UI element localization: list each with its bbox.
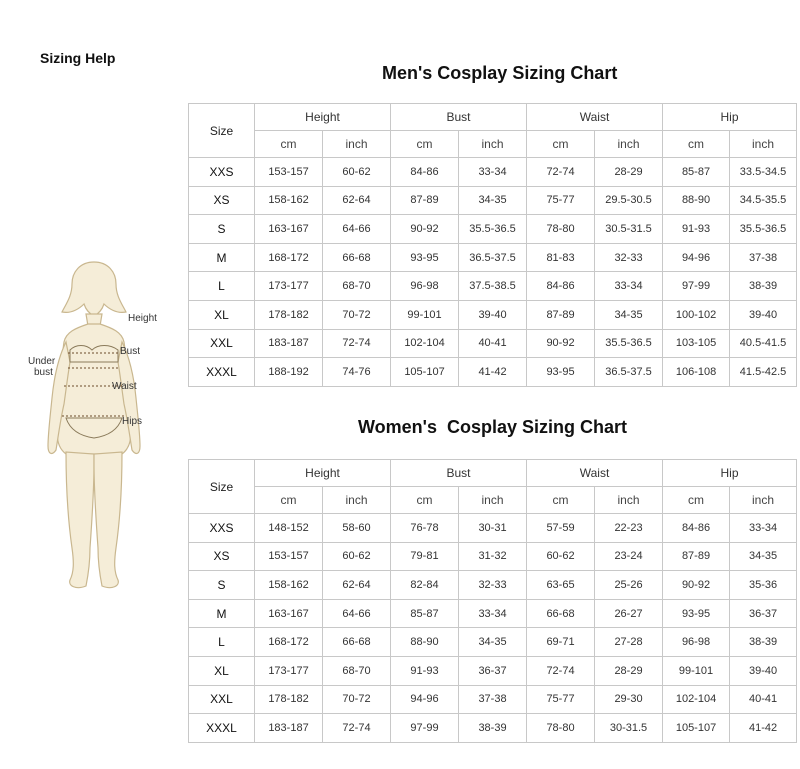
value-cell: 38-39 (730, 628, 797, 657)
value-cell: 37-38 (459, 685, 527, 714)
value-cell: 94-96 (663, 243, 730, 272)
table-row (189, 542, 797, 571)
value-cell: 85-87 (391, 599, 459, 628)
size-cell: M (189, 599, 255, 628)
unit-header-cell: cm (527, 487, 595, 514)
value-cell: 36.5-37.5 (595, 358, 663, 387)
value-cell: 100-102 (663, 300, 730, 329)
header-row (189, 104, 797, 131)
underbust-label-line2: bust (34, 367, 53, 378)
value-cell: 34-35 (730, 542, 797, 571)
size-cell: M (189, 243, 255, 272)
size-cell: XXL (189, 685, 255, 714)
value-cell: 88-90 (663, 186, 730, 215)
value-cell: 36.5-37.5 (459, 243, 527, 272)
unit-header-cell: cm (391, 487, 459, 514)
value-cell: 90-92 (527, 329, 595, 358)
value-cell: 41-42 (459, 358, 527, 387)
unit-row (189, 487, 797, 514)
value-cell: 29-30 (595, 685, 663, 714)
value-cell: 33.5-34.5 (730, 158, 797, 187)
value-cell: 81-83 (527, 243, 595, 272)
group-header-cell: Waist (527, 104, 663, 131)
value-cell: 158-162 (255, 186, 323, 215)
value-cell: 58-60 (323, 514, 391, 543)
value-cell: 27-28 (595, 628, 663, 657)
size-header-cell: Size (189, 460, 255, 514)
value-cell: 62-64 (323, 571, 391, 600)
value-cell: 70-72 (323, 685, 391, 714)
value-cell: 94-96 (391, 685, 459, 714)
sizing-help-title: Sizing Help (40, 50, 116, 66)
table-row (189, 272, 797, 301)
value-cell: 62-64 (323, 186, 391, 215)
value-cell: 87-89 (663, 542, 730, 571)
value-cell: 163-167 (255, 599, 323, 628)
value-cell: 26-27 (595, 599, 663, 628)
table-row (189, 329, 797, 358)
value-cell: 31-32 (459, 542, 527, 571)
underbust-label-line1: Under (28, 356, 56, 367)
value-cell: 173-177 (255, 656, 323, 685)
value-cell: 168-172 (255, 243, 323, 272)
table-row (189, 186, 797, 215)
value-cell: 82-84 (391, 571, 459, 600)
value-cell: 66-68 (527, 599, 595, 628)
body-measurement-figure (22, 258, 182, 598)
table-row (189, 571, 797, 600)
value-cell: 64-66 (323, 599, 391, 628)
value-cell: 22-23 (595, 514, 663, 543)
value-cell: 38-39 (730, 272, 797, 301)
value-cell: 87-89 (391, 186, 459, 215)
value-cell: 23-24 (595, 542, 663, 571)
value-cell: 178-182 (255, 300, 323, 329)
value-cell: 35-36 (730, 571, 797, 600)
unit-header-cell: cm (391, 131, 459, 158)
value-cell: 188-192 (255, 358, 323, 387)
size-cell: XXL (189, 329, 255, 358)
unit-header-cell: inch (730, 487, 797, 514)
value-cell: 88-90 (391, 628, 459, 657)
value-cell: 40-41 (730, 685, 797, 714)
unit-header-cell: inch (595, 131, 663, 158)
size-cell: XL (189, 656, 255, 685)
value-cell: 32-33 (459, 571, 527, 600)
value-cell: 30-31 (459, 514, 527, 543)
size-cell: L (189, 272, 255, 301)
value-cell: 105-107 (391, 358, 459, 387)
men-sizing-table (188, 103, 797, 387)
value-cell: 39-40 (459, 300, 527, 329)
value-cell: 29.5-30.5 (595, 186, 663, 215)
unit-header-cell: inch (595, 487, 663, 514)
value-cell: 30-31.5 (595, 714, 663, 743)
value-cell: 72-74 (323, 714, 391, 743)
value-cell: 30.5-31.5 (595, 215, 663, 244)
value-cell: 87-89 (527, 300, 595, 329)
value-cell: 35.5-36.5 (595, 329, 663, 358)
size-cell: XXS (189, 514, 255, 543)
group-header-cell: Bust (391, 460, 527, 487)
unit-header-cell: inch (730, 131, 797, 158)
unit-header-cell: cm (663, 487, 730, 514)
table-row (189, 514, 797, 543)
value-cell: 74-76 (323, 358, 391, 387)
size-cell: S (189, 215, 255, 244)
value-cell: 57-59 (527, 514, 595, 543)
value-cell: 84-86 (527, 272, 595, 301)
value-cell: 64-66 (323, 215, 391, 244)
value-cell: 102-104 (663, 685, 730, 714)
group-header-cell: Waist (527, 460, 663, 487)
value-cell: 78-80 (527, 714, 595, 743)
value-cell: 93-95 (527, 358, 595, 387)
value-cell: 66-68 (323, 243, 391, 272)
value-cell: 66-68 (323, 628, 391, 657)
size-cell: XS (189, 542, 255, 571)
value-cell: 75-77 (527, 186, 595, 215)
table-row (189, 243, 797, 272)
group-header-cell: Height (255, 460, 391, 487)
value-cell: 37.5-38.5 (459, 272, 527, 301)
value-cell: 70-72 (323, 300, 391, 329)
value-cell: 90-92 (391, 215, 459, 244)
group-header-cell: Hip (663, 104, 797, 131)
table-row (189, 599, 797, 628)
value-cell: 60-62 (323, 542, 391, 571)
value-cell: 84-86 (663, 514, 730, 543)
size-cell: L (189, 628, 255, 657)
value-cell: 148-152 (255, 514, 323, 543)
value-cell: 33-34 (730, 514, 797, 543)
value-cell: 153-157 (255, 542, 323, 571)
value-cell: 41.5-42.5 (730, 358, 797, 387)
table-row (189, 714, 797, 743)
value-cell: 79-81 (391, 542, 459, 571)
unit-header-cell: cm (255, 487, 323, 514)
size-header-cell: Size (189, 104, 255, 158)
value-cell: 96-98 (663, 628, 730, 657)
female-silhouette-icon (22, 258, 182, 598)
value-cell: 41-42 (730, 714, 797, 743)
size-cell: XL (189, 300, 255, 329)
height-label: Height (128, 313, 157, 324)
value-cell: 93-95 (391, 243, 459, 272)
value-cell: 168-172 (255, 628, 323, 657)
unit-header-cell: cm (255, 131, 323, 158)
size-cell: XXS (189, 158, 255, 187)
waist-label: Waist (112, 381, 137, 392)
value-cell: 34-35 (459, 628, 527, 657)
unit-header-cell: cm (527, 131, 595, 158)
table-row (189, 300, 797, 329)
value-cell: 40-41 (459, 329, 527, 358)
table-row (189, 628, 797, 657)
size-cell: XXXL (189, 714, 255, 743)
value-cell: 163-167 (255, 215, 323, 244)
value-cell: 84-86 (391, 158, 459, 187)
value-cell: 28-29 (595, 656, 663, 685)
value-cell: 103-105 (663, 329, 730, 358)
unit-header-cell: cm (663, 131, 730, 158)
value-cell: 39-40 (730, 656, 797, 685)
value-cell: 75-77 (527, 685, 595, 714)
value-cell: 35.5-36.5 (730, 215, 797, 244)
value-cell: 38-39 (459, 714, 527, 743)
value-cell: 40.5-41.5 (730, 329, 797, 358)
value-cell: 158-162 (255, 571, 323, 600)
table-row (189, 158, 797, 187)
value-cell: 106-108 (663, 358, 730, 387)
men-chart-title: Men's Cosplay Sizing Chart (382, 63, 618, 83)
value-cell: 105-107 (663, 714, 730, 743)
value-cell: 90-92 (663, 571, 730, 600)
value-cell: 178-182 (255, 685, 323, 714)
value-cell: 91-93 (663, 215, 730, 244)
value-cell: 85-87 (663, 158, 730, 187)
value-cell: 153-157 (255, 158, 323, 187)
table-row (189, 656, 797, 685)
value-cell: 72-74 (323, 329, 391, 358)
value-cell: 28-29 (595, 158, 663, 187)
table-row (189, 215, 797, 244)
value-cell: 32-33 (595, 243, 663, 272)
unit-header-cell: inch (323, 487, 391, 514)
women-chart-title: Women's Cosplay Sizing Chart (358, 417, 627, 437)
size-cell: XXXL (189, 358, 255, 387)
value-cell: 76-78 (391, 514, 459, 543)
size-cell: S (189, 571, 255, 600)
value-cell: 63-65 (527, 571, 595, 600)
value-cell: 37-38 (730, 243, 797, 272)
women-sizing-table (188, 459, 797, 743)
value-cell: 60-62 (527, 542, 595, 571)
group-header-cell: Bust (391, 104, 527, 131)
group-header-cell: Hip (663, 460, 797, 487)
value-cell: 91-93 (391, 656, 459, 685)
value-cell: 99-101 (391, 300, 459, 329)
value-cell: 72-74 (527, 158, 595, 187)
value-cell: 96-98 (391, 272, 459, 301)
table-row (189, 685, 797, 714)
value-cell: 97-99 (663, 272, 730, 301)
value-cell: 34.5-35.5 (730, 186, 797, 215)
value-cell: 33-34 (459, 599, 527, 628)
unit-row (189, 131, 797, 158)
value-cell: 78-80 (527, 215, 595, 244)
value-cell: 34-35 (459, 186, 527, 215)
unit-header-cell: inch (323, 131, 391, 158)
value-cell: 183-187 (255, 714, 323, 743)
value-cell: 68-70 (323, 272, 391, 301)
value-cell: 34-35 (595, 300, 663, 329)
table-row (189, 358, 797, 387)
value-cell: 102-104 (391, 329, 459, 358)
value-cell: 36-37 (459, 656, 527, 685)
value-cell: 39-40 (730, 300, 797, 329)
value-cell: 36-37 (730, 599, 797, 628)
value-cell: 33-34 (459, 158, 527, 187)
value-cell: 97-99 (391, 714, 459, 743)
group-header-cell: Height (255, 104, 391, 131)
value-cell: 93-95 (663, 599, 730, 628)
value-cell: 72-74 (527, 656, 595, 685)
value-cell: 60-62 (323, 158, 391, 187)
value-cell: 99-101 (663, 656, 730, 685)
header-row (189, 460, 797, 487)
value-cell: 68-70 (323, 656, 391, 685)
value-cell: 183-187 (255, 329, 323, 358)
value-cell: 25-26 (595, 571, 663, 600)
value-cell: 33-34 (595, 272, 663, 301)
value-cell: 69-71 (527, 628, 595, 657)
bust-label: Bust (120, 346, 141, 357)
size-cell: XS (189, 186, 255, 215)
unit-header-cell: inch (459, 487, 527, 514)
value-cell: 173-177 (255, 272, 323, 301)
hips-label: Hips (122, 416, 143, 427)
value-cell: 35.5-36.5 (459, 215, 527, 244)
unit-header-cell: inch (459, 131, 527, 158)
